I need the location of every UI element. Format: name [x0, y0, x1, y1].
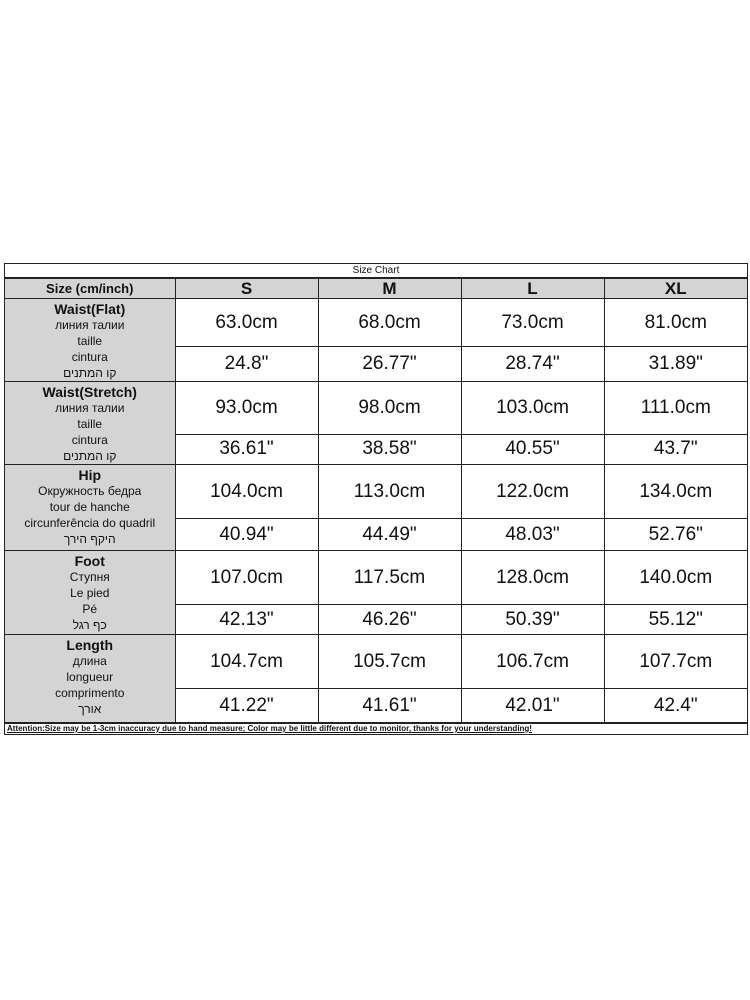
measurement-translation: taille [77, 417, 103, 431]
size-table-body [5, 299, 747, 723]
measurement-label-waist-stretch [5, 382, 175, 465]
cm-value: 134.0cm [604, 465, 747, 519]
measurement-translation: קו המתנים [63, 366, 117, 380]
inch-value: 46.26" [318, 605, 461, 635]
inch-value: 42.4" [604, 689, 747, 723]
measurement-translation: линия талии [55, 318, 125, 332]
measurement-translation: כף רגל [72, 618, 107, 632]
size-header-m: M [318, 279, 461, 299]
cm-value: 68.0cm [318, 299, 461, 347]
measurement-translation: tour de hanche [49, 500, 130, 514]
measurement-name: Waist(Stretch) [42, 384, 137, 400]
inch-value: 52.76" [604, 519, 747, 551]
measurement-translation: cintura [71, 350, 108, 364]
measurement-name: Hip [78, 467, 102, 483]
measurement-translation: taille [77, 334, 103, 348]
measurement-row-length-cm [5, 635, 747, 689]
attention-note: Attention:Size may be 1-3cm inaccuracy due to hand measure; Color may be little different due to monitor, thanks for your understanding! [5, 723, 747, 734]
measurement-row-foot-cm [5, 551, 747, 605]
measurement-translation: cintura [71, 433, 108, 447]
cm-value: 105.7cm [318, 635, 461, 689]
inch-value: 41.22" [175, 689, 318, 723]
measurement-translation: линия талии [55, 401, 125, 415]
size-chart [4, 263, 748, 735]
cm-value: 63.0cm [175, 299, 318, 347]
measurement-translation: circunferência do quadril [24, 516, 156, 530]
header-row [5, 279, 747, 299]
inch-value: 28.74" [461, 347, 604, 382]
measurement-translation: Ступня [69, 570, 110, 584]
chart-title: Size Chart [5, 264, 747, 278]
size-header-xl: XL [604, 279, 747, 299]
inch-value: 38.58" [318, 434, 461, 464]
measurement-row-waist-flat-cm [5, 299, 747, 347]
inch-value: 43.7" [604, 434, 747, 464]
measurement-translation: Окружность бедра [38, 484, 142, 498]
inch-value: 40.55" [461, 434, 604, 464]
cm-value: 104.7cm [175, 635, 318, 689]
cm-value: 81.0cm [604, 299, 747, 347]
size-header-l: L [461, 279, 604, 299]
measurement-translation: קו המתנים [63, 449, 117, 463]
measurement-label-foot [5, 551, 175, 635]
measurement-name: Foot [74, 553, 105, 569]
inch-value: 42.13" [175, 605, 318, 635]
inch-value: 41.61" [318, 689, 461, 723]
cm-value: 104.0cm [175, 465, 318, 519]
measurement-name: Waist(Flat) [54, 301, 126, 317]
measurement-row-waist-stretch-cm [5, 382, 747, 435]
inch-value: 31.89" [604, 347, 747, 382]
measurement-row-hip-cm [5, 465, 747, 519]
cm-value: 128.0cm [461, 551, 604, 605]
measurement-translation: Le pied [70, 586, 110, 600]
inch-value: 50.39" [461, 605, 604, 635]
cm-value: 107.7cm [604, 635, 747, 689]
cm-value: 107.0cm [175, 551, 318, 605]
measurement-translation: היקף הירך [63, 532, 116, 546]
cm-value: 93.0cm [175, 382, 318, 435]
inch-value: 48.03" [461, 519, 604, 551]
inch-value: 26.77" [318, 347, 461, 382]
measurement-translation: comprimento [55, 686, 125, 700]
inch-value: 36.61" [175, 434, 318, 464]
measurement-translation: longueur [66, 670, 114, 684]
inch-value: 40.94" [175, 519, 318, 551]
inch-value: 24.8" [175, 347, 318, 382]
cm-value: 117.5cm [318, 551, 461, 605]
measurement-translation: Pé [82, 602, 98, 616]
cm-value: 103.0cm [461, 382, 604, 435]
measurement-label-length [5, 635, 175, 723]
measurement-label-waist-flat [5, 299, 175, 382]
measurement-translation: длина [72, 654, 107, 668]
inch-value: 55.12" [604, 605, 747, 635]
cm-value: 106.7cm [461, 635, 604, 689]
cm-value: 98.0cm [318, 382, 461, 435]
size-header-s: S [175, 279, 318, 299]
measurement-translation: אורך [78, 702, 102, 716]
measurement-name: Length [66, 637, 114, 653]
size-table [5, 278, 747, 723]
inch-value: 44.49" [318, 519, 461, 551]
cm-value: 140.0cm [604, 551, 747, 605]
size-unit-header: Size (cm/inch) [5, 279, 175, 299]
cm-value: 122.0cm [461, 465, 604, 519]
cm-value: 113.0cm [318, 465, 461, 519]
inch-value: 42.01" [461, 689, 604, 723]
cm-value: 111.0cm [604, 382, 747, 435]
cm-value: 73.0cm [461, 299, 604, 347]
measurement-label-hip [5, 465, 175, 551]
